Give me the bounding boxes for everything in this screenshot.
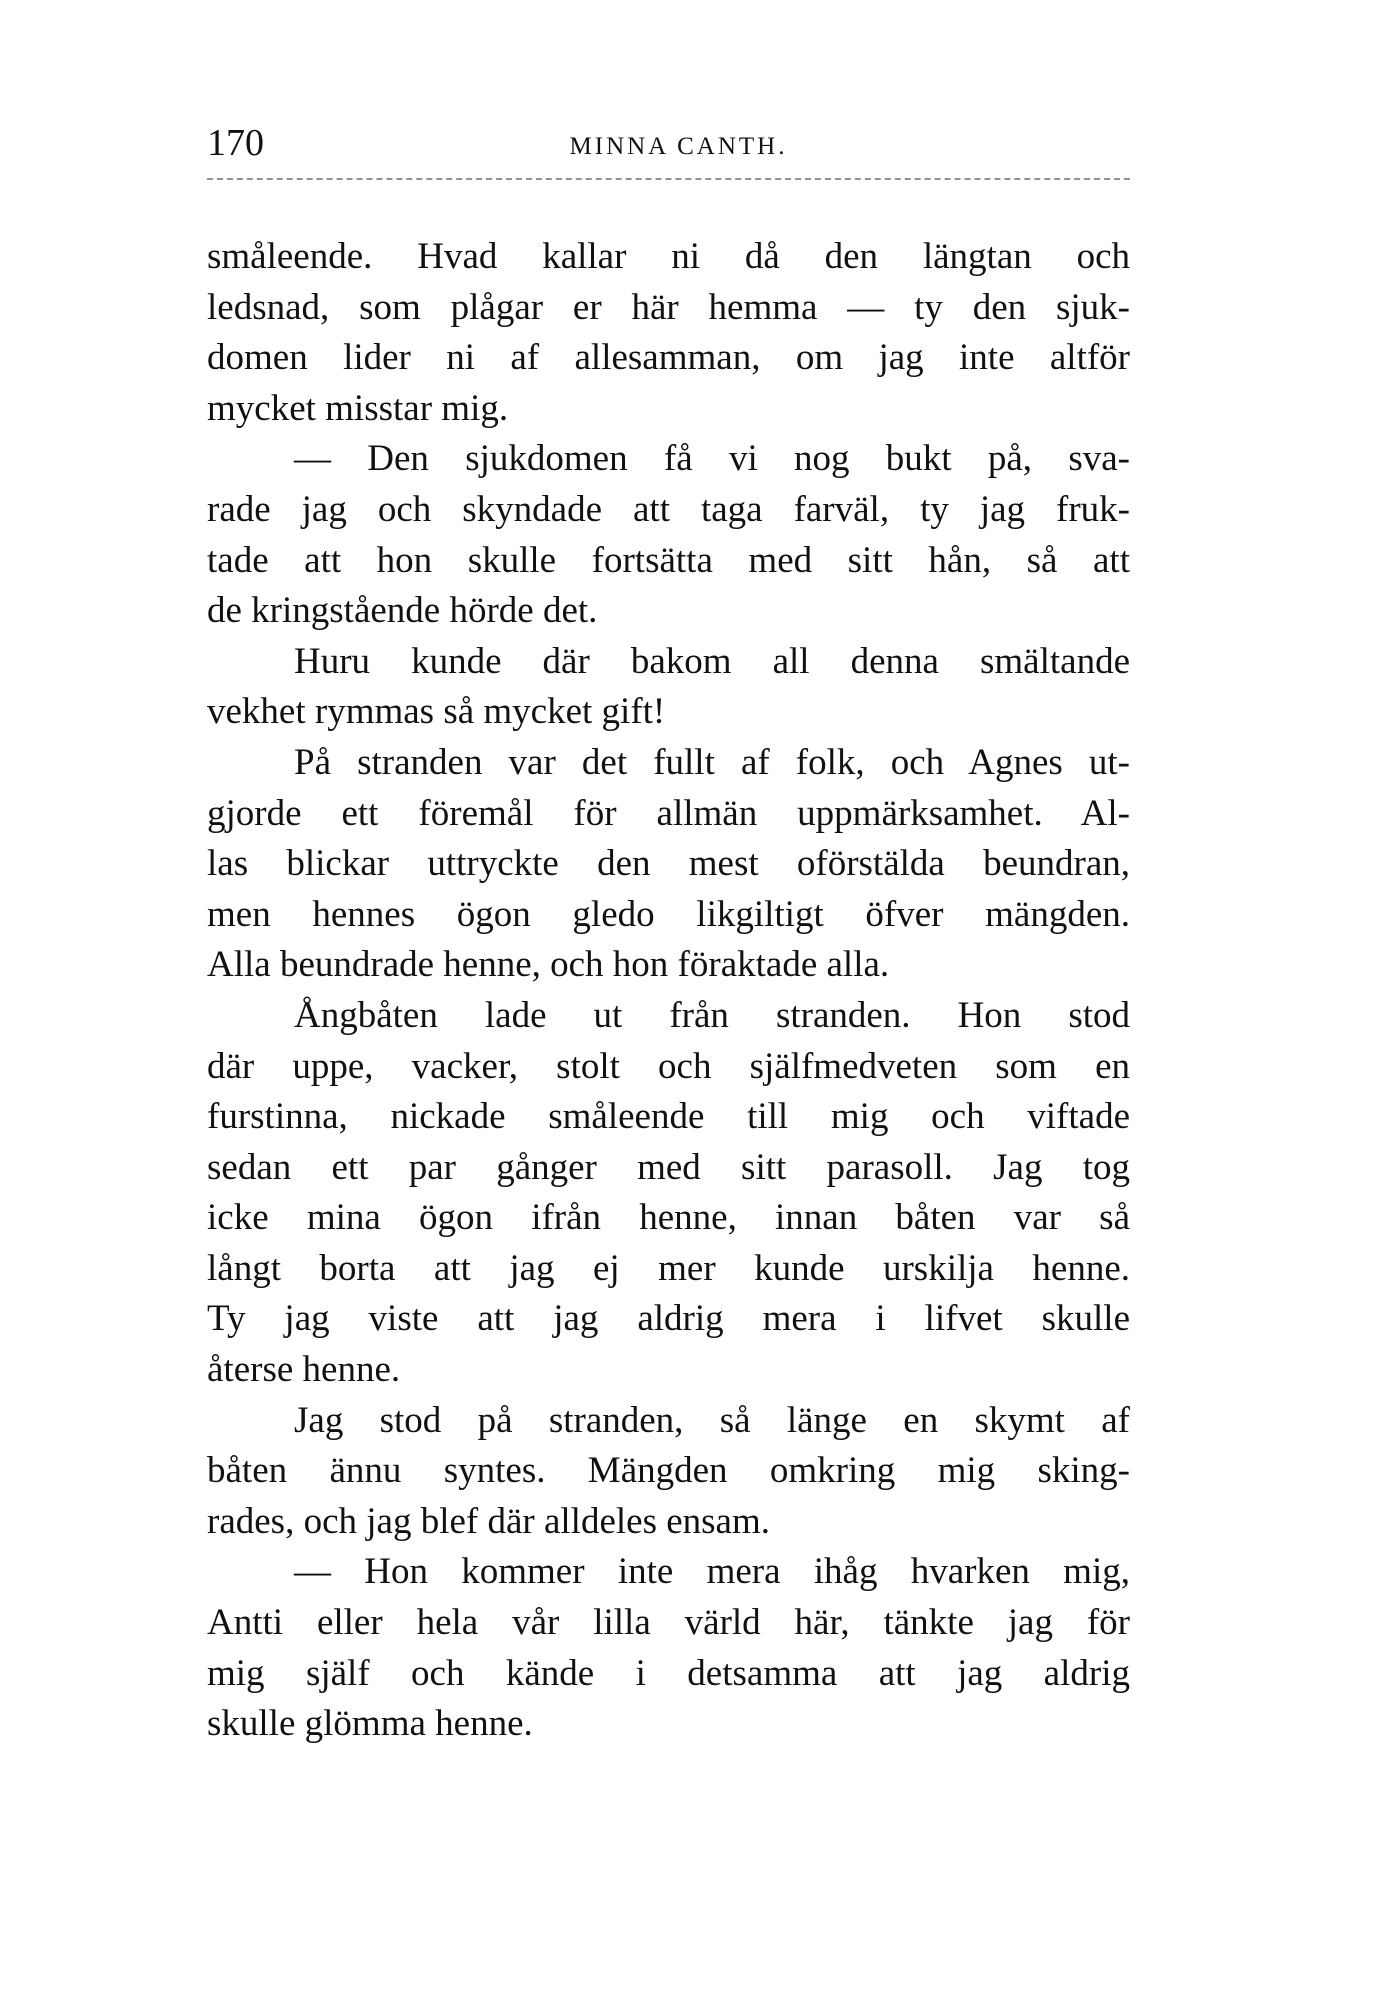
text-line: där uppe, vacker, stolt och själfmedveten som en [207,1045,1130,1087]
paragraph [207,1547,1130,1749]
text-line: Jag stod på stranden, så länge en skymt af [294,1399,1130,1441]
paragraph [207,738,1130,991]
text-line: skulle glömma henne. [207,1703,533,1745]
text-line: gjorde ett föremål för allmän uppmärksamhet. Al- [207,792,1130,834]
text-line: Ångbåten lade ut från stranden. Hon stod [294,994,1130,1036]
header-rule [207,178,1130,180]
text-line: På stranden var det fullt af folk, och Agnes ut- [294,741,1130,783]
text-line: domen lider ni af allesamman, om jag inte altför [207,337,1130,379]
text-line: las blickar uttryckte den mest oförstälda beundran, [207,843,1130,885]
text-line: långt borta att jag ej mer kunde urskilja henne. [207,1247,1130,1289]
page-number: 170 [207,122,264,164]
text-line: men hennes ögon gledo likgiltigt öfver mängden. [207,893,1130,935]
text-line: furstinna, nickade småleende till mig och viftade [207,1096,1130,1138]
paragraph [207,991,1130,1396]
paragraph [207,637,1130,738]
text-line: ledsnad, som plågar er här hemma — ty den sjuk- [207,286,1130,328]
text-line: mycket misstar mig. [207,387,509,429]
body-text [207,232,1130,1750]
text-line: småleende. Hvad kallar ni då den längtan och [207,236,1130,277]
page-header [207,118,1130,168]
text-line: Antti eller hela vår lilla värld här, tänkte jag för [207,1602,1130,1644]
text-line: icke mina ögon ifrån henne, innan båten var så [207,1197,1130,1239]
text-line: återse henne. [207,1349,401,1391]
text-line: Alla beundrade henne, och hon föraktade alla. [207,944,890,986]
text-line: Ty jag viste att jag aldrig mera i lifvet skulle [207,1298,1130,1340]
text-line: rade jag och skyndade att taga farväl, ty jag fruk- [207,488,1130,530]
text-line: de kringstående hörde det. [207,590,598,632]
text-line: — Den sjukdomen få vi nog bukt på, sva- [294,438,1130,480]
running-title: MINNA CANTH. [569,133,788,160]
paragraph [207,232,1130,434]
text-line: Huru kunde där bakom all denna smältande [294,640,1130,682]
paragraph [207,1396,1130,1548]
text-line: vekhet rymmas så mycket gift! [207,691,666,733]
text-line: sedan ett par gånger med sitt parasoll. Jag tog [207,1146,1130,1188]
text-line: mig själf och kände i detsamma att jag aldrig [207,1652,1130,1694]
text-line: tade att hon skulle fortsätta med sitt hån, så att [207,539,1130,581]
text-line: — Hon kommer inte mera ihåg hvarken mig, [294,1551,1130,1593]
text-line: rades, och jag blef där alldeles ensam. [207,1500,770,1542]
text-line: båten ännu syntes. Mängden omkring mig sking- [207,1450,1130,1492]
paragraph [207,434,1130,636]
